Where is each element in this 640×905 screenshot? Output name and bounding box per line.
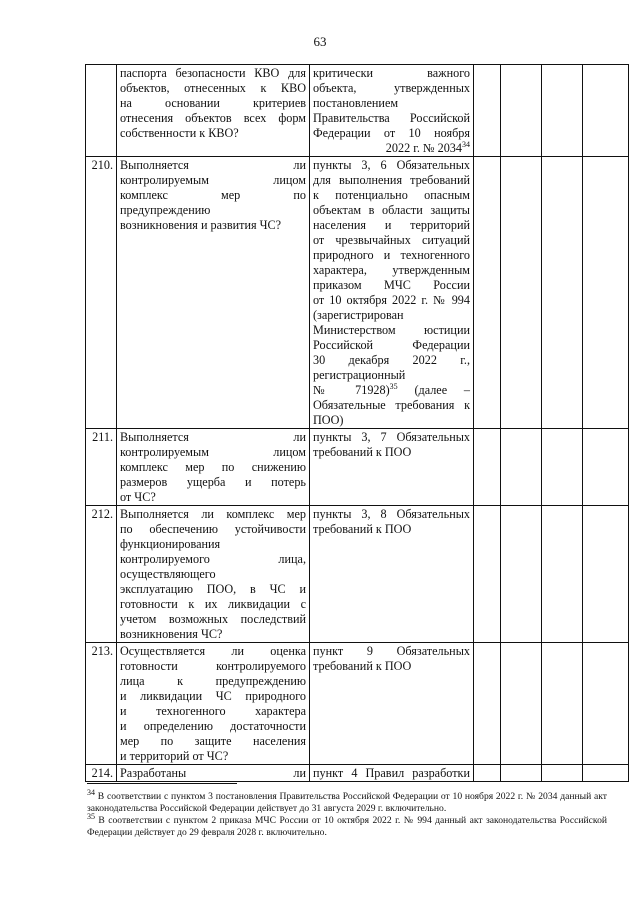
reference-cell [310,643,474,765]
reference-line: от чрезвычайных ситуаций [313,233,470,247]
reference-line: критически важного [313,66,470,80]
empty-cell [583,429,629,506]
question-line: Осуществляется ли оценка [120,644,306,658]
reference-line: объекта, утвержденных [313,81,470,95]
question-line: от ЧС? [120,490,156,504]
reference-cell [310,506,474,643]
checklist-rows [86,65,629,782]
question-line: Выполняется ли [120,158,306,172]
reference-line: характера, утвержденным [313,263,470,277]
question-line: и территорий от ЧС? [120,749,229,763]
empty-cell [583,643,629,765]
row-number: 211. [86,429,117,506]
question-line: готовности к их ликвидации с [120,597,306,611]
table-row [86,157,629,429]
question-line: мер по защите населения [120,734,306,748]
empty-cell [501,429,542,506]
page-number: 63 [313,34,327,49]
reference-line: Министерством юстиции [313,323,470,337]
question-line: на основании критериев [120,96,306,110]
reference-line: от 10 октября 2022 г. № 994 [313,293,470,307]
question-line: Разработаны ли [120,766,306,780]
reference-line: регистрационный [313,368,406,382]
row-number: 214. [86,765,117,782]
question-line: контролируемого лица, [120,552,306,566]
footnote: $^{34}$ В соответствии с пунктом 3 постановления Правительства Российской Федерации от 10 ноября 2022 г. № 2034 данный акт законодательства Российской Федерации действует до 31 августа 2029 г. включительно. [87,787,607,814]
reference-line: объектам в области защиты [313,203,470,217]
reference-line: для выполнения требований [313,173,470,187]
reference-line: № 71928)$^{35}$ (далее – [313,381,470,397]
question-cell [117,65,310,157]
question-line: объектов, отнесенных к КВО [120,81,306,95]
reference-line: постановлением [313,96,399,110]
empty-cell [501,765,542,782]
empty-cell [583,765,629,782]
reference-line: ПОО) [313,413,344,427]
row-number [86,65,117,157]
question-line: отнесения объектов всех форм [120,111,306,125]
reference-line: приказом МЧС России [313,278,470,292]
reference-line: требований к ПОО [313,659,412,673]
question-line: учетом возможных последствий [120,612,306,626]
empty-cell [583,157,629,429]
footnotes [87,783,607,839]
question-line: и техногенного характера [120,704,306,718]
row-number: 212. [86,506,117,643]
empty-cell [542,157,583,429]
question-cell [117,157,310,429]
question-line: комплекс мер по [120,188,306,202]
table-row [86,765,629,782]
reference-line: (зарегистрирован [313,308,404,322]
empty-cell [542,65,583,157]
footnote-mark: 34 [87,787,95,797]
question-line: готовности контролируемого [120,659,306,673]
question-line: возникновения и развития ЧС? [120,218,282,232]
question-line: функционирования [120,537,221,551]
question-line: паспорта безопасности КВО для [120,66,306,80]
question-line: предупреждению [120,203,211,217]
question-line: возникновения ЧС? [120,627,223,641]
reference-cell [310,429,474,506]
question-cell [117,429,310,506]
question-line: комплекс мер по снижению [120,460,306,474]
question-line: размеров ущерба и потерь [120,475,306,489]
checklist-table [85,64,629,782]
question-line: лица к предупреждению [120,674,306,688]
table-row [86,506,629,643]
question-line: по обеспечению устойчивости [120,522,306,536]
reference-cell [310,765,474,782]
reference-line: требований к ПОО [313,445,412,459]
footnote-list [87,787,607,839]
reference-line: 2022 г. № 2034$^{34}$ [385,139,470,155]
empty-cell [474,65,501,157]
reference-cell [310,65,474,157]
reference-line: пункты 3, 6 Обязательных [313,158,470,172]
reference-line: 30 декабря 2022 г., [313,353,470,367]
empty-cell [474,157,501,429]
reference-line: Правительства Российской [313,111,470,125]
reference-line: требований к ПОО [313,522,412,536]
question-line: Выполняется ли комплекс мер [120,507,306,521]
question-line: и ликвидации ЧС природного [120,689,306,703]
empty-cell [474,429,501,506]
empty-cell [501,157,542,429]
reference-line: пункты 3, 7 Обязательных [313,430,470,444]
footnote: $^{35}$ В соответствии с пунктом 2 приказа МЧС России от 10 октября 2022 г. № 994 данный акт законодательства Российской Федерации действует до 29 февраля 2028 г. включительно. [87,811,607,838]
question-cell [117,506,310,643]
empty-cell [542,765,583,782]
table-row [86,429,629,506]
row-number: 213. [86,643,117,765]
question-line: Выполняется ли [120,430,306,444]
reference-line: к потенциально опасным [313,188,470,202]
table-row [86,643,629,765]
empty-cell [501,506,542,643]
footnote-mark: 35 [389,381,398,391]
empty-cell [542,506,583,643]
empty-cell [542,429,583,506]
empty-cell [474,765,501,782]
empty-cell [474,506,501,643]
footnote-mark: 34 [462,139,470,149]
question-line: эксплуатацию ПОО, в ЧС и [120,582,306,596]
reference-line: пункт 9 Обязательных [313,644,470,658]
empty-cell [542,643,583,765]
footnote-divider [87,783,237,784]
empty-cell [501,65,542,157]
reference-line: Российской Федерации [313,338,470,352]
reference-cell [310,157,474,429]
footnote-mark: 35 [87,811,95,821]
reference-line: Обязательные требования к [313,398,470,412]
question-line: и определению достаточности [120,719,306,733]
question-line: контролируемым лицом [120,173,306,187]
reference-line: пункт 4 Правил разработки [313,766,470,780]
table-row [86,65,629,157]
reference-line: населения и территорий [313,218,470,232]
question-line: осуществляющего [120,567,216,581]
question-line: собственности к КВО? [120,126,239,140]
row-number: 210. [86,157,117,429]
empty-cell [474,643,501,765]
reference-line: природного и техногенного [313,248,470,262]
empty-cell [583,65,629,157]
empty-cell [583,506,629,643]
question-line: контролируемым лицом [120,445,306,459]
empty-cell [501,643,542,765]
question-cell [117,643,310,765]
reference-line: Федерации от 10 ноября [313,126,470,140]
question-cell [117,765,310,782]
reference-line: пункты 3, 8 Обязательных [313,507,470,521]
